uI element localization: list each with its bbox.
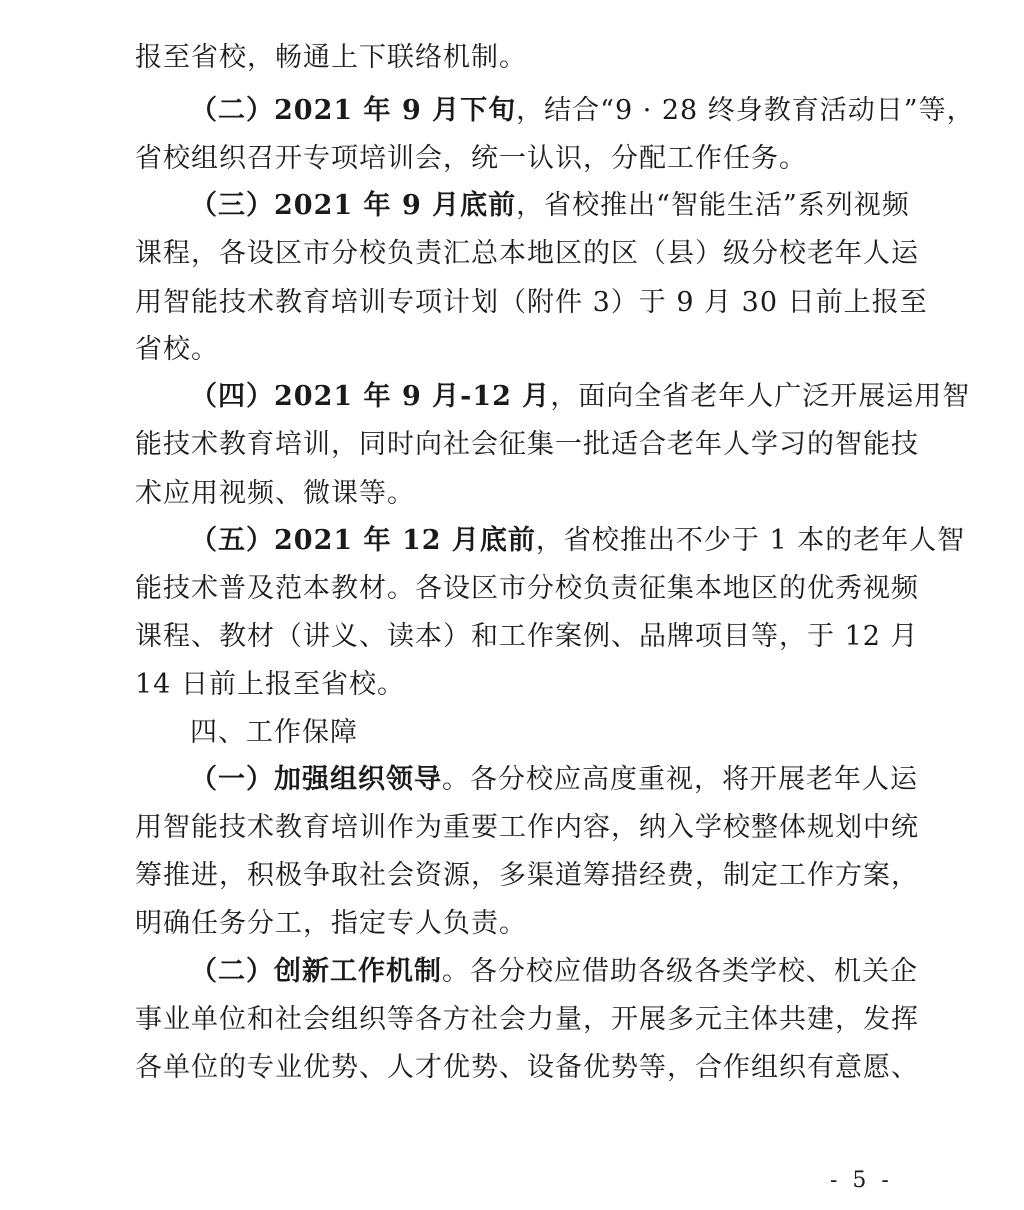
line-text: ，结合“9 · 28 终身教育活动日”等， bbox=[516, 95, 975, 126]
text-line bbox=[190, 762, 918, 798]
text-line bbox=[135, 906, 895, 942]
line-text: ，省校推出“智能生活”系列视频 bbox=[516, 190, 910, 221]
text-line bbox=[135, 40, 895, 76]
text-line bbox=[190, 188, 910, 224]
text-line bbox=[135, 858, 919, 894]
section-heading-text: 四、工作保障 bbox=[190, 717, 358, 748]
line-text: 14 日前上报至省校。 bbox=[135, 669, 405, 700]
line-text: 省校。 bbox=[135, 334, 219, 365]
text-line bbox=[135, 1002, 919, 1038]
line-heading: （二）创新工作机制 bbox=[190, 956, 442, 987]
text-line bbox=[190, 93, 975, 129]
text-line bbox=[135, 285, 928, 321]
line-text: 。各分校应高度重视，将开展老年人运 bbox=[442, 764, 918, 795]
section-heading bbox=[190, 715, 895, 751]
text-line bbox=[135, 476, 895, 512]
line-text: 术应用视频、微课等。 bbox=[135, 478, 415, 509]
text-line bbox=[135, 236, 919, 272]
line-heading: （四）2021 年 9 月-12 月 bbox=[190, 381, 551, 412]
line-text: 用智能技术教育培训专项计划（附件 3）于 9 月 30 日前上报至 bbox=[135, 287, 928, 318]
text-line bbox=[190, 954, 918, 990]
line-heading: （三）2021 年 9 月底前 bbox=[190, 190, 517, 221]
text-line bbox=[135, 619, 919, 655]
page-number: - 5 - bbox=[830, 1168, 893, 1193]
line-heading: （一）加强组织领导 bbox=[190, 764, 442, 795]
line-text: 。各分校应借助各级各类学校、机关企 bbox=[442, 956, 918, 987]
text-line bbox=[135, 141, 895, 177]
text-line bbox=[135, 571, 919, 607]
text-line bbox=[190, 523, 966, 559]
text-line bbox=[135, 1050, 919, 1086]
line-text: ，省校推出不少于 1 本的老年人智 bbox=[535, 525, 966, 556]
line-text: 省校组织召开专项培训会，统一认识，分配工作任务。 bbox=[135, 143, 807, 174]
text-line bbox=[135, 810, 919, 846]
text-line bbox=[190, 379, 971, 415]
line-text: 课程、教材（讲义、读本）和工作案例、品牌项目等，于 12 月 bbox=[135, 621, 919, 652]
text-line bbox=[135, 332, 895, 368]
line-text: 能技术教育培训，同时向社会征集一批适合老年人学习的智能技 bbox=[135, 429, 919, 460]
line-heading: （五）2021 年 12 月底前 bbox=[190, 525, 536, 556]
line-text: 明确任务分工，指定专人负责。 bbox=[135, 908, 527, 939]
text-line bbox=[135, 427, 919, 463]
line-text: 报至省校，畅通上下联络机制。 bbox=[135, 42, 527, 73]
line-heading: （二）2021 年 9 月下旬 bbox=[190, 95, 517, 126]
line-text: 课程，各设区市分校负责汇总本地区的区（县）级分校老年人运 bbox=[135, 238, 919, 269]
line-text: ，面向全省老年人广泛开展运用智 bbox=[550, 381, 971, 412]
line-text: 筹推进，积极争取社会资源，多渠道筹措经费，制定工作方案， bbox=[135, 860, 919, 891]
line-text: 事业单位和社会组织等各方社会力量，开展多元主体共建，发挥 bbox=[135, 1004, 919, 1035]
text-line bbox=[135, 667, 895, 703]
line-text: 各单位的专业优势、人才优势、设备优势等，合作组织有意愿、 bbox=[135, 1052, 919, 1083]
line-text: 能技术普及范本教材。各设区市分校负责征集本地区的优秀视频 bbox=[135, 573, 919, 604]
line-text: 用智能技术教育培训作为重要工作内容，纳入学校整体规划中统 bbox=[135, 812, 919, 843]
